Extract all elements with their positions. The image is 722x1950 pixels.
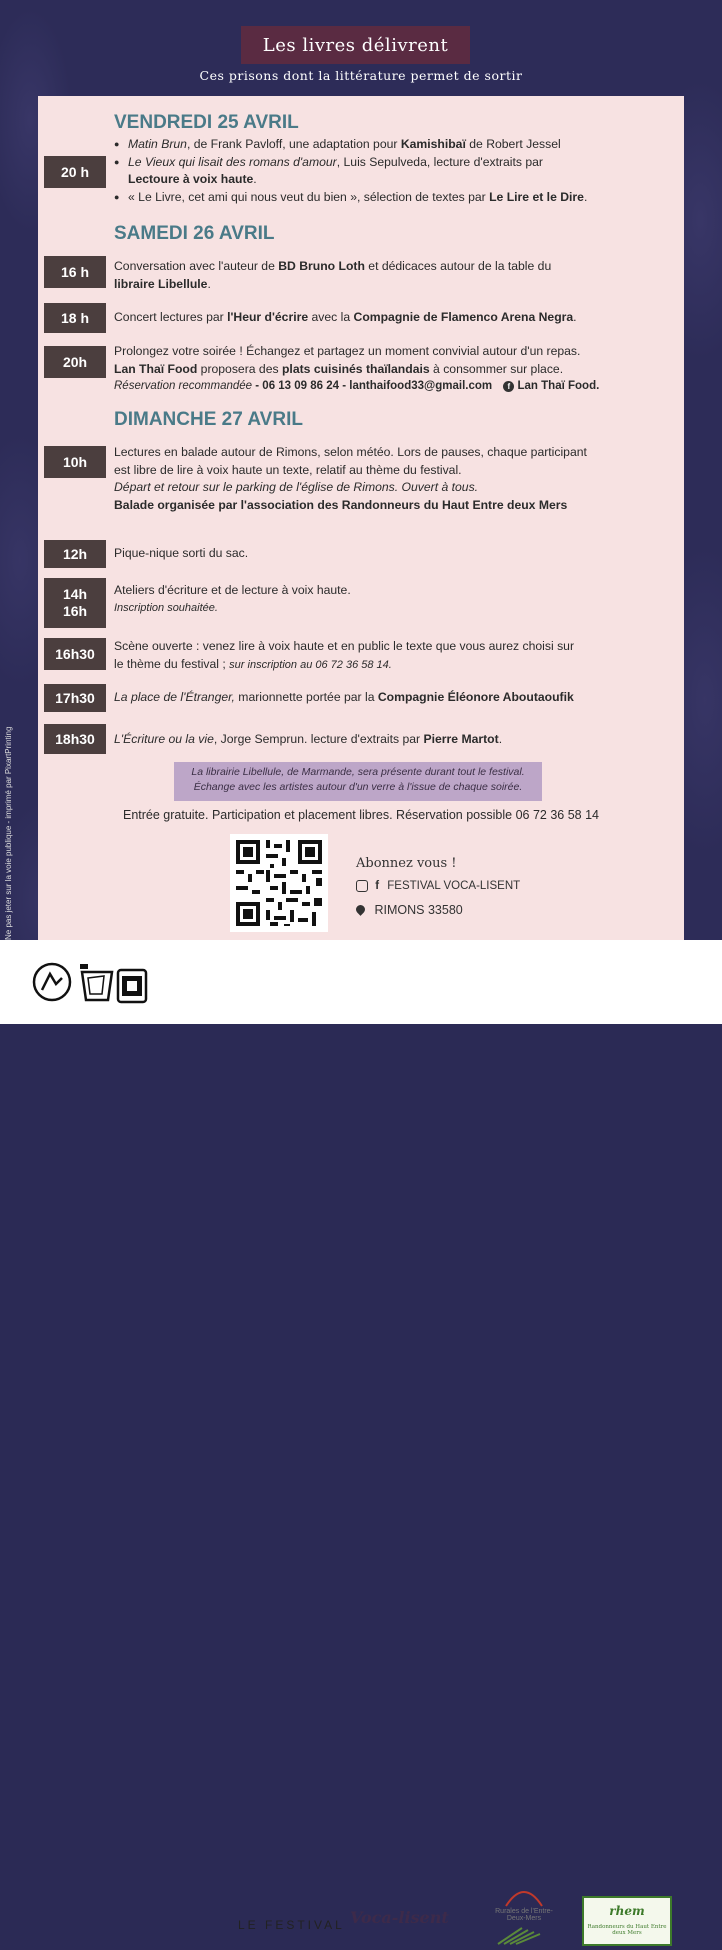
event-saturday-18h: Concert lectures par l'Heur d'écrire avec la Compagnie de Flamenco Arena Negra.: [114, 310, 577, 324]
instagram-icon: [356, 880, 368, 892]
event-saturday-20h: Prolongez votre soirée ! Échangez et partagez un moment convivial autour d'un repas. Lan Thaï Food proposera des plats cuisinés thaïlandais à consommer sur place. Réservation recommandée - 06 13 09 86 24 - lanthaifood33@gmail.com f Lan Thaï Food.: [114, 344, 600, 392]
time-box: 10h: [44, 446, 106, 478]
poster-subtitle: Ces prisons dont la littérature permet de sortir: [199, 68, 523, 83]
time-box: 12h: [44, 540, 106, 568]
festival-label: LE FESTIVAL: [238, 1918, 345, 1932]
footer: [0, 940, 722, 1936]
poster-title: Les livres délivrent: [241, 26, 470, 64]
rurales-logo: Rurales de l'Entre-Deux-Mers: [488, 1884, 560, 1950]
time-box: 14h 16h: [44, 578, 106, 628]
location-pin-icon: [354, 903, 367, 916]
list-item: ● Le Vieux qui lisait des romans d'amour, Luis Sepulveda, lecture d'extraits par Lectoure à voix haute.: [114, 154, 679, 189]
event-sunday-14h: Ateliers d'écriture et de lecture à voix haute. Inscription souhaitée.: [114, 583, 351, 614]
qr-code: [230, 834, 328, 932]
time-box: 17h30: [44, 684, 106, 712]
side-note: Ne pas jeter sur la voie publique - imprimé par PixartPrinting: [4, 726, 13, 940]
time-box: 20h: [44, 346, 106, 378]
event-sunday-16h30: Scène ouverte : venez lire à voix haute et en public le texte que vous aurez choisi sur le thème du festival ; sur inscription au 06 72 36 58 14.: [114, 639, 575, 671]
recycle-icon: [32, 960, 150, 1004]
social-link[interactable]: f FESTIVAL VOCA-LISENT: [356, 880, 520, 892]
time-box: 16 h: [44, 256, 106, 288]
event-sunday-17h30: La place de l'Étranger, marionnette portée par la Compagnie Éléonore Aboutaoufik: [114, 690, 574, 704]
location: RIMONS 33580: [356, 903, 463, 917]
time-box: 18h30: [44, 724, 106, 754]
event-sunday-12h: Pique-nique sorti du sac.: [114, 546, 249, 560]
subscribe-title: Abonnez vous !: [356, 856, 457, 871]
day-heading-sunday: DIMANCHE 27 AVRIL: [114, 409, 303, 430]
time-box: 16h30: [44, 638, 106, 670]
event-sunday-18h30: L'Écriture ou la vie, Jorge Semprun. lecture d'extraits par Pierre Martot.: [114, 732, 503, 746]
facebook-icon: f: [375, 880, 380, 893]
rhem-logo: rhem Randonneurs du Haut Entre deux Mers: [582, 1896, 672, 1946]
facebook-icon: f: [503, 381, 514, 392]
event-friday-20h: [114, 136, 679, 206]
time-box: 20 h: [44, 156, 106, 188]
time-box: 18 h: [44, 303, 106, 333]
entry-info: Entrée gratuite. Participation et placement libres. Réservation possible 06 72 36 58 14: [123, 808, 599, 822]
event-sunday-10h: Lectures en balade autour de Rimons, selon météo. Lors de pauses, chaque participant est libre de lire à voix haute un texte, relatif au thème du festival. Départ et retour sur le parking de l'église de Rimons. Ouvert à tous. Balade organisée par l'association des Randonneurs du Haut Entre deux Mers: [114, 445, 587, 512]
event-saturday-16h: Conversation avec l'auteur de BD Bruno Loth et dédicaces autour de la table du libraire Libellule.: [114, 259, 552, 291]
info-box: La librairie Libellule, de Marmande, sera présente durant tout le festival. Échange avec les artistes autour d'un verre à l'issue de chaque soirée.: [174, 762, 542, 801]
list-item: ● « Le Livre, cet ami qui nous veut du bien », sélection de textes par Le Lire et le Dire.: [114, 189, 679, 207]
list-item: ● Matin Brun, de Frank Pavloff, une adaptation pour Kamishibaï de Robert Jessel: [114, 136, 679, 154]
day-heading-friday: VENDREDI 25 AVRIL: [114, 112, 299, 133]
day-heading-saturday: SAMEDI 26 AVRIL: [114, 223, 275, 244]
festival-logo: Voca-lisent: [350, 1908, 449, 1927]
